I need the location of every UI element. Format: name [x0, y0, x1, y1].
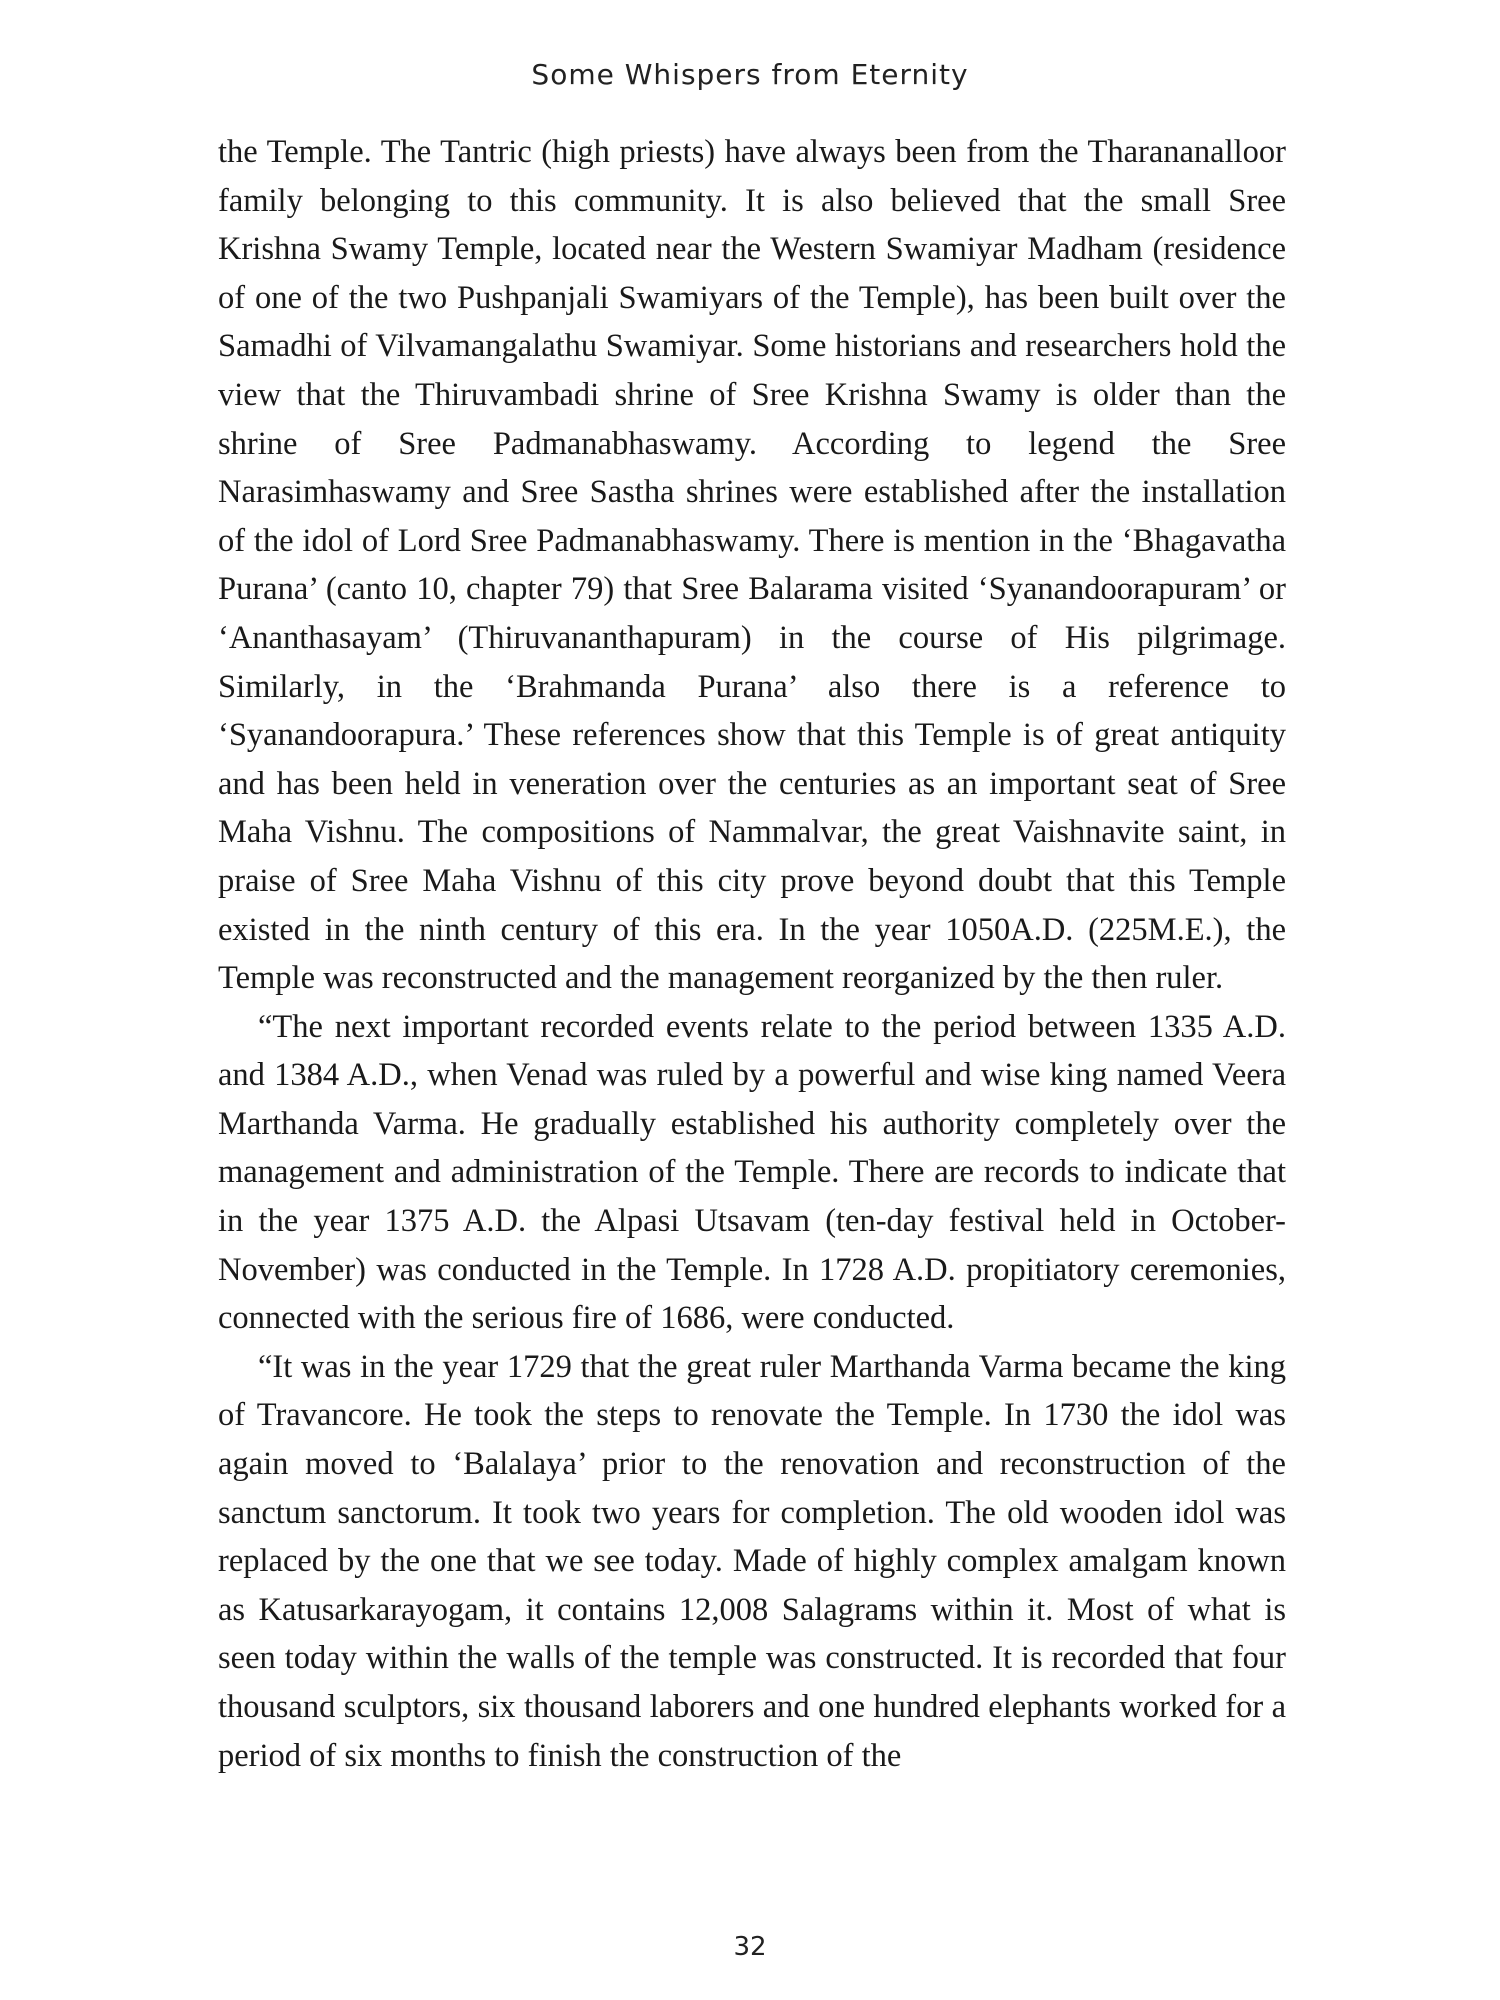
paragraph-3: “It was in the year 1729 that the great ruler Marthanda Varma became the king of Travancore. He took the steps to renovate the Temple. In 1730 the idol was again moved to ‘Balalaya’ prior to the renovation and reconstruction of the sanctum sanctorum. It took two years for completion. The old wooden idol was replaced by the one that we see today. Made of highly complex amalgam known as Katusarkarayogam, it contains 12,008 Salagrams within it. Most of what is seen today within the walls of the temple was constructed. It is recorded that four thousand sculptors, six thousand laborers and one hundred elephants worked for a period of six months to finish the construction of the: [218, 1348, 1286, 1774]
running-header: Some Whispers from Eternity: [531, 58, 969, 91]
body-text: [218, 128, 1286, 1780]
paragraph-2: “The next important recorded events relate to the period between 1335 A.D. and 1384 A.D., when Venad was ruled by a powerful and wise king named Veera Marthanda Varma. He gradually established his authority completely over the management and administration of the Temple. There are records to indicate that in the year 1375 A.D. the Alpasi Utsavam (ten-day festival held in October-November) was conducted in the Temple. In 1728 A.D. propitiatory ceremonies, connected with the serious fire of 1686, were conducted.: [218, 1008, 1286, 1337]
paragraph-1: the Temple. The Tantric (high priests) have always been from the Tharananalloor family belonging to this community. It is also believed that the small Sree Krishna Swamy Temple, located near the Western Swamiyar Madham (residence of one of the two Pushpanjali Swamiyars of the Temple), has been built over the Samadhi of Vilvamangalathu Swamiyar. Some historians and researchers hold the view that the Thiruvambadi shrine of Sree Krishna Swamy is older than the shrine of Sree Padmanabhaswamy. According to legend the Sree Narasimhaswamy and Sree Sastha shrines were established after the installation of the idol of Lord Sree Padmanabhaswamy. There is mention in the ‘Bhagavatha Purana’ (canto 10, chapter 79) that Sree Balarama visited ‘Syanandoorapuram’ or ‘Ananthasayam’ (Thiruvananthapuram) in the course of His pilgrimage. Similarly, in the ‘Brahmanda Purana’ also there is a reference to ‘Syanandoorapura.’ These references show that this Temple is of great antiquity and has been held in veneration over the centuries as an important seat of Sree Maha Vishnu. The compositions of Nammalvar, the great Vaishnavite saint, in praise of Sree Maha Vishnu of this city prove beyond doubt that this Temple existed in the ninth century of this era. In the year 1050A.D. (225M.E.), the Temple was reconstructed and the management reorganized by the then ruler.: [218, 134, 1286, 997]
page-number: 32: [733, 1932, 767, 1962]
